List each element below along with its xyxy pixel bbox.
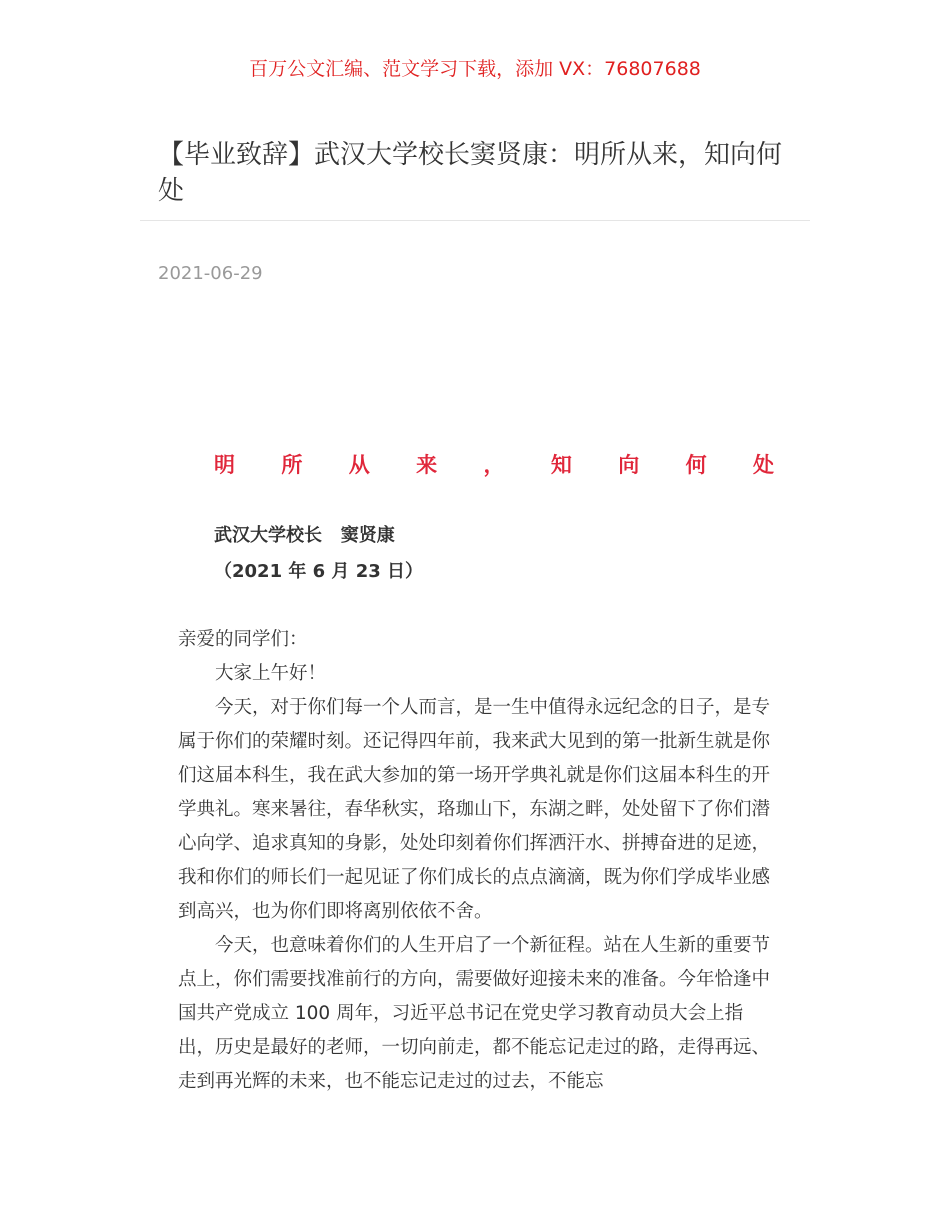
subtitle-char: 所 [281, 453, 303, 477]
body-paragraph: 今天，也意味着你们的人生开启了一个新征程。站在人生新的重要节点上，你们需要找准前行的方向，需要做好迎接未来的准备。今年恰逢中国共产党成立 100 周年，习近平总书记在党史学习教育动员大会上指出，历史是最好的老师，一切向前走，都不能忘记走过的路，走得再远、走到再光辉的未来，也不能忘记走过的过去，不能忘 [178, 935, 771, 1092]
speech-subtitle [214, 450, 774, 480]
title-divider [140, 220, 810, 221]
subtitle-char: 知 [550, 453, 572, 477]
publish-date: 2021-06-29 [158, 263, 263, 284]
subtitle-char: ， [483, 453, 505, 477]
subtitle-char: 何 [685, 453, 707, 477]
greeting: 大家上午好！ [215, 663, 327, 684]
subtitle-char: 处 [753, 453, 774, 477]
speech-date: （2021 年 6 月 23 日） [214, 561, 424, 582]
subtitle-char: 从 [348, 453, 370, 477]
subtitle-char: 来 [416, 453, 438, 477]
subtitle-char: 明 [214, 453, 235, 477]
article-title: 【毕业致辞】武汉大学校长窦贤康：明所从来，知向何处 [158, 140, 783, 206]
speech-author: 武汉大学校长 窦贤康 [214, 525, 395, 546]
salutation: 亲爱的同学们： [178, 629, 308, 650]
article-body [178, 623, 774, 1099]
watermark-banner: 百万公文汇编、范文学习下载，添加 VX：76807688 [249, 58, 701, 80]
subtitle-char: 向 [618, 453, 640, 477]
body-paragraph: 今天，对于你们每一个人而言，是一生中值得永远纪念的日子，是专属于你们的荣耀时刻。还记得四年前，我来武大见到的第一批新生就是你们这届本科生，我在武大参加的第一场开学典礼就是你们这届本科生的开学典礼。寒来暑往，春华秋实，珞珈山下，东湖之畔，处处留下了你们潜心向学、追求真知的身影，处处印刻着你们挥洒汗水、拼搏奋进的足迹，我和你们的师长们一起见证了你们成长的点点滴滴，既为你们学成毕业感到高兴，也为你们即将离别依依不舍。 [178, 697, 771, 922]
